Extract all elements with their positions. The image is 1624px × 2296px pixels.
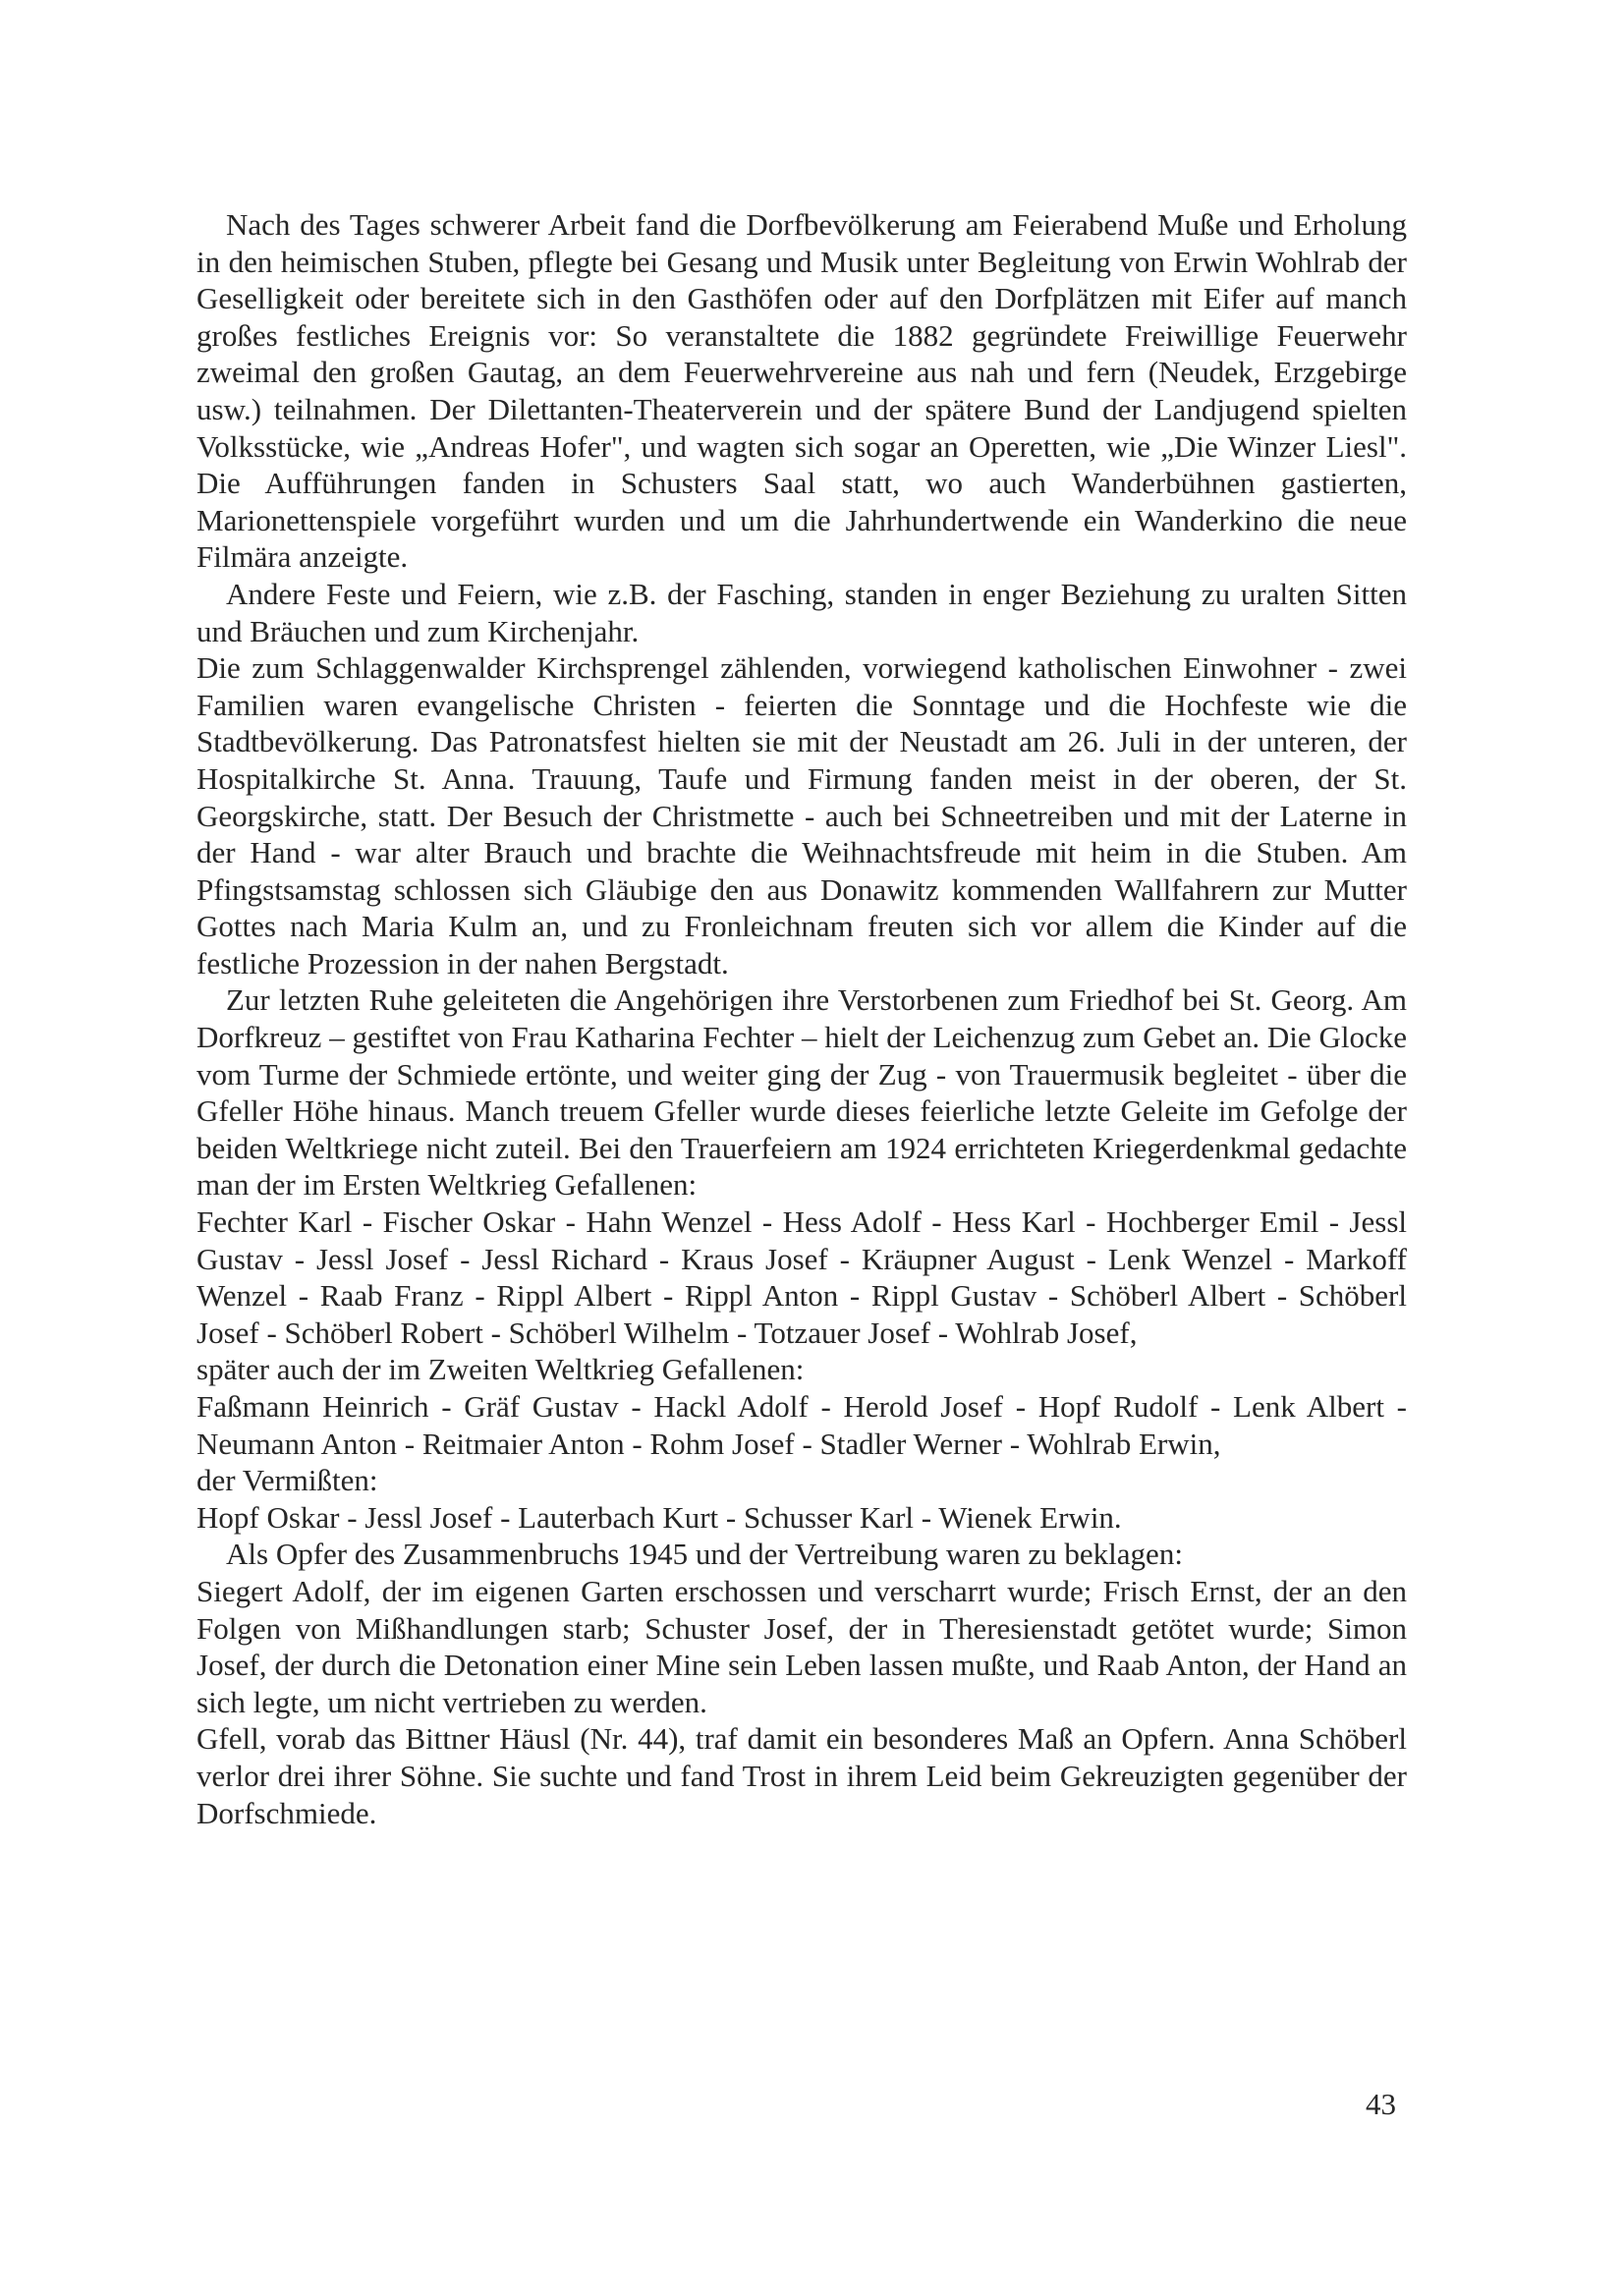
list-missing: Hopf Oskar - Jessl Josef - Lauterbach Kurt - Schusser Karl - Wienek Erwin. <box>196 1499 1122 1535</box>
list-victims-1945: Siegert Adolf, der im eigenen Garten erschossen und verscharrt wurde; Frisch Ernst, der an den Folgen von Mißhandlungen starb; Schuster Josef, der in Theresienstadt getötet wurde; Simon Josef, der durch die Detonation einer Mine sein Leben lassen mußte, und Raab Anton, der Hand an sich legte, um nicht vertrieben zu werden. <box>196 1573 1407 1719</box>
heading-fallen-ww2: später auch der im Zweiten Weltkrieg Gefallenen: <box>196 1352 805 1387</box>
page-number: 43 <box>1366 2087 1396 2121</box>
paragraph-bittner-haeusl: Gfell, vorab das Bittner Häusl (Nr. 44), traf damit ein besonderes Maß an Opfern. Anna Schöberl verlor drei ihrer Söhne. Sie suchte und fand Trost in ihrem Leid beim Gekreuzigten gegenüber der Dorfschmiede. <box>196 1721 1407 1830</box>
paragraph-church-life: Die zum Schlaggenwalder Kirchsprengel zählenden, vorwiegend katholischen Einwohner - zwei Familien waren evangelische Christen - feierten die Sonntage und die Hochfeste wie die Stadtbevölkerung. Das Patronatsfest hielten sie mit der Neustadt am 26. Juli in der unteren, der Hospitalkirche St. Anna. Trauung, Taufe und Firmung fanden meist in der oberen, der St. Georgskirche, statt. Der Besuch der Christmette - auch bei Schneetreiben und mit der Laterne in der Hand - war alter Brauch und brachte die Weihnachtsfreude mit heim in die Stuben. Am Pfingstsamstag schlossen sich Gläubige den aus Donawitz kommenden Wallfahrern zur Mutter Gottes nach Maria Kulm an, und zu Fronleichnam freuten sich vor allem die Kinder auf die festliche Prozession in der nahen Bergstadt. <box>196 650 1407 980</box>
heading-missing: der Vermißten: <box>196 1463 378 1498</box>
paragraph-festivals: Andere Feste und Feiern, wie z.B. der Fasching, standen in enger Beziehung zu uralten Sitten und Bräuchen und zum Kirchenjahr. <box>196 576 1407 648</box>
page-text <box>196 206 1407 1831</box>
paragraph-evening-leisure: Nach des Tages schwerer Arbeit fand die Dorfbevölkerung am Feierabend Muße und Erholung in den heimischen Stuben, pflegte bei Gesang und Musik unter Begleitung von Erwin Wohlrab der Geselligkeit oder bereitete sich in den Gasthöfen oder auf den Dorfplätzen mit Eifer auf manch großes festliches Ereignis vor: So veranstaltete die 1882 gegründete Freiwillige Feuerwehr zweimal den großen Gautag, an dem Feuerwehrvereine aus nah und fern (Neudek, Erzgebirge usw.) teilnahmen. Der Dilettanten-Theaterverein und der spätere Bund der Landjugend spielten Volksstücke, wie „Andreas Hofer", und wagten sich sogar an Operetten, wie „Die Winzer Liesl". Die Aufführungen fanden in Schusters Saal statt, wo auch Wanderbühnen gastierten, Marionettenspiele vorgeführt wurden und um die Jahrhundertwende ein Wanderkino die neue Filmära anzeigte. <box>196 207 1407 575</box>
list-fallen-ww2: Faßmann Heinrich - Gräf Gustav - Hackl Adolf - Herold Josef - Hopf Rudolf - Lenk Albert - Neumann Anton - Reitmaier Anton - Rohm Josef - Stadler Werner - Wohlrab Erwin, <box>196 1389 1407 1461</box>
heading-victims-1945: Als Opfer des Zusammenbruchs 1945 und der Vertreibung waren zu beklagen: <box>226 1537 1183 1572</box>
paragraph-funerals: Zur letzten Ruhe geleiteten die Angehörigen ihre Verstorbenen zum Friedhof bei St. Georg. Am Dorfkreuz – gestiftet von Frau Katharina Fechter – hielt der Leichenzug zum Gebet an. Die Glocke vom Turme der Schmiede ertönte, und weiter ging der Zug - von Trauermusik begleitet - über die Gfeller Höhe hinaus. Manch treuem Gfeller wurde dieses feierliche letzte Geleite im Gefolge der beiden Weltkriege nicht zuteil. Bei den Trauerfeiern am 1924 errichteten Kriegerdenkmal gedachte man der im Ersten Weltkrieg Gefallenen: <box>196 982 1407 1203</box>
list-fallen-ww1: Fechter Karl - Fischer Oskar - Hahn Wenzel - Hess Adolf - Hess Karl - Hochberger Emil - Jessl Gustav - Jessl Josef - Jessl Richard - Kraus Josef - Kräupner August - Lenk Wenzel - Markoff Wenzel - Raab Franz - Rippl Albert - Rippl Anton - Rippl Gustav - Schöberl Albert - Schöberl Josef - Schöberl Robert - Schöberl Wilhelm - Totzauer Josef - Wohlrab Josef, <box>196 1204 1407 1350</box>
